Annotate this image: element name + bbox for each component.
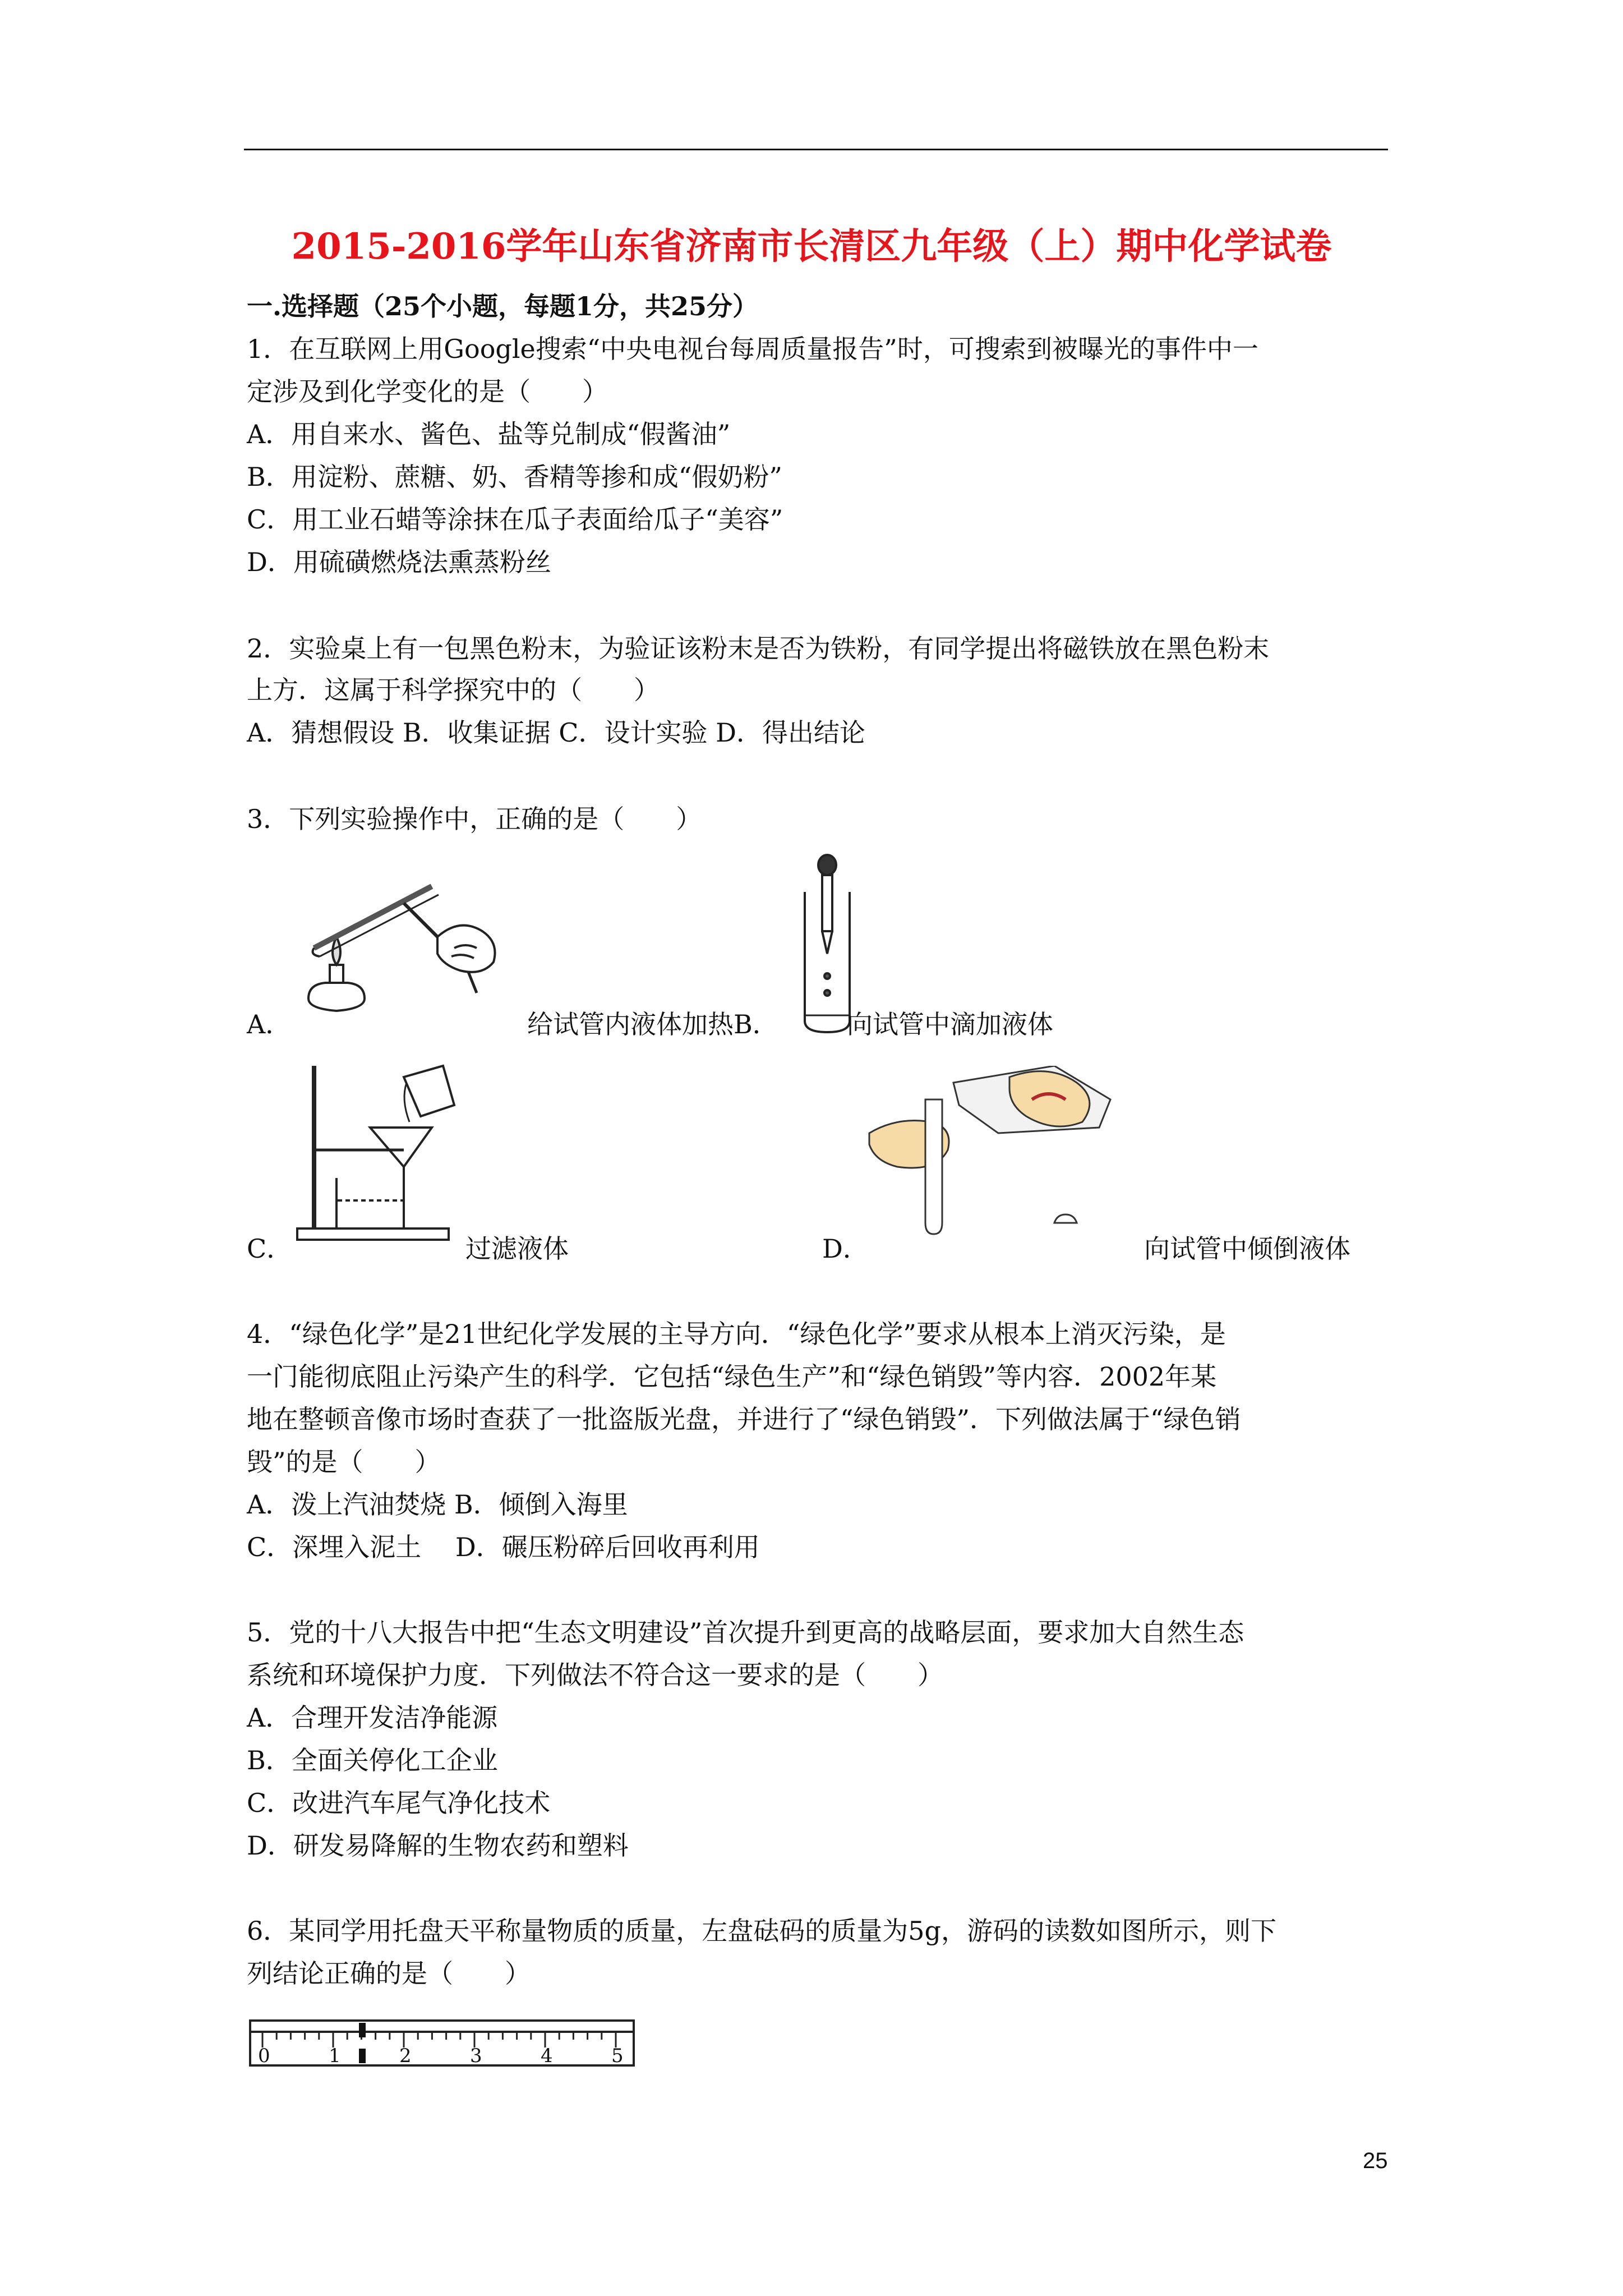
- page-number: 25: [1363, 2148, 1388, 2173]
- q3-option-a-label: A．: [247, 1009, 292, 1039]
- ruler-label-5: 5: [611, 2045, 624, 2067]
- q1-option-b: B．用淀粉、蔗糖、奶、香精等掺和成“假奶粉”: [247, 462, 782, 492]
- q5-stem-line2: 系统和环境保护力度．下列做法不符合这一要求的是（ ）: [247, 1660, 943, 1690]
- q3-option-a-text: 给试管内液体加热B．: [527, 1009, 778, 1039]
- q3-option-d-label: D．: [822, 1234, 869, 1264]
- q5-option-d: D．研发易降解的生物农药和塑料: [247, 1830, 629, 1861]
- q1-stem-line1: 1．在互联网上用Google搜索“中央电视台每周质量报告”时，可搜索到被曝光的事件中一: [247, 334, 1258, 364]
- exam-title: 2015-2016学年山东省济南市长清区九年级（上）期中化学试卷: [291, 226, 1332, 268]
- q2-stem-line2: 上方．这属于科学探究中的（ ）: [247, 675, 660, 705]
- pouring-liquid-figure: [864, 1066, 1122, 1251]
- q6-stem-line1: 6．某同学用托盘天平称量物质的质量，左盘砝码的质量为5g，游码的读数如图所示，则下: [247, 1916, 1276, 1946]
- q2-stem-line1: 2．实验桌上有一包黑色粉末，为验证该粉末是否为铁粉，有同学提出将磁铁放在黑色粉末: [247, 633, 1270, 664]
- header-rule: [244, 149, 1388, 150]
- q3-option-d-text: 向试管中倾倒液体: [1144, 1234, 1350, 1264]
- heating-test-tube-figure: [292, 864, 516, 1021]
- q5-option-c: C．改进汽车尾气净化技术: [247, 1788, 551, 1818]
- q1-option-c: C．用工业石蜡等涂抹在瓜子表面给瓜子“美容”: [247, 504, 783, 535]
- q3-option-c-text: 过滤液体: [465, 1234, 569, 1264]
- balance-ruler-figure: [249, 2015, 636, 2071]
- q5-option-b: B．全面关停化工企业: [247, 1745, 498, 1775]
- q5-stem-line1: 5．党的十八大报告中把“生态文明建设”首次提升到更高的战略层面，要求加大自然生态: [247, 1617, 1244, 1648]
- ruler-label-2: 2: [399, 2045, 412, 2067]
- q4-stem-line3: 地在整顿音像市场时查获了一批盗版光盘，并进行了“绿色销毁”．下列做法属于“绿色销: [247, 1404, 1241, 1434]
- q3-stem: 3．下列实验操作中，正确的是（ ）: [247, 804, 702, 834]
- q3-option-b-text: 向试管中滴加液体: [847, 1009, 1053, 1039]
- q1-option-a: A．用自来水、酱色、盐等兑制成“假酱油”: [247, 419, 731, 449]
- q5-option-a: A．合理开发洁净能源: [247, 1703, 498, 1733]
- ruler-label-0: 0: [258, 2045, 270, 2067]
- ruler-label-1: 1: [329, 2045, 341, 2067]
- q4-stem-line1: 4．“绿色化学”是21世纪化学发展的主导方向．“绿色化学”要求从根本上消灭污染，是: [247, 1319, 1226, 1349]
- q4-options-line1: A．泼上汽油焚烧 B．倾倒入海里: [247, 1489, 628, 1520]
- q2-options: A．猜想假设 B．收集证据 C．设计实验 D．得出结论: [247, 717, 865, 748]
- q4-options-line2: C．深埋入泥土 D．碾压粉碎后回收再利用: [247, 1532, 760, 1562]
- q3-option-c-label: C．: [247, 1234, 293, 1264]
- q6-stem-line2: 列结论正确的是（ ）: [247, 1958, 531, 1989]
- rider-marker-bottom: [359, 2049, 366, 2063]
- section-heading: 一.选择题（25个小题，每题1分，共25分）: [247, 291, 759, 321]
- q1-stem-line2: 定涉及到化学变化的是（ ）: [247, 376, 608, 407]
- filtration-figure: [292, 1060, 460, 1245]
- ruler-label-3: 3: [470, 2045, 482, 2067]
- ruler-label-4: 4: [541, 2045, 553, 2067]
- rider-marker-top: [359, 2023, 366, 2037]
- q4-stem-line4: 毁”的是（ ）: [247, 1447, 441, 1477]
- q1-option-d: D．用硫磺燃烧法熏蒸粉丝: [247, 547, 551, 577]
- q4-stem-line2: 一门能彻底阻止污染产生的科学．它包括“绿色生产”和“绿色销毁”等内容．2002年某: [247, 1361, 1217, 1392]
